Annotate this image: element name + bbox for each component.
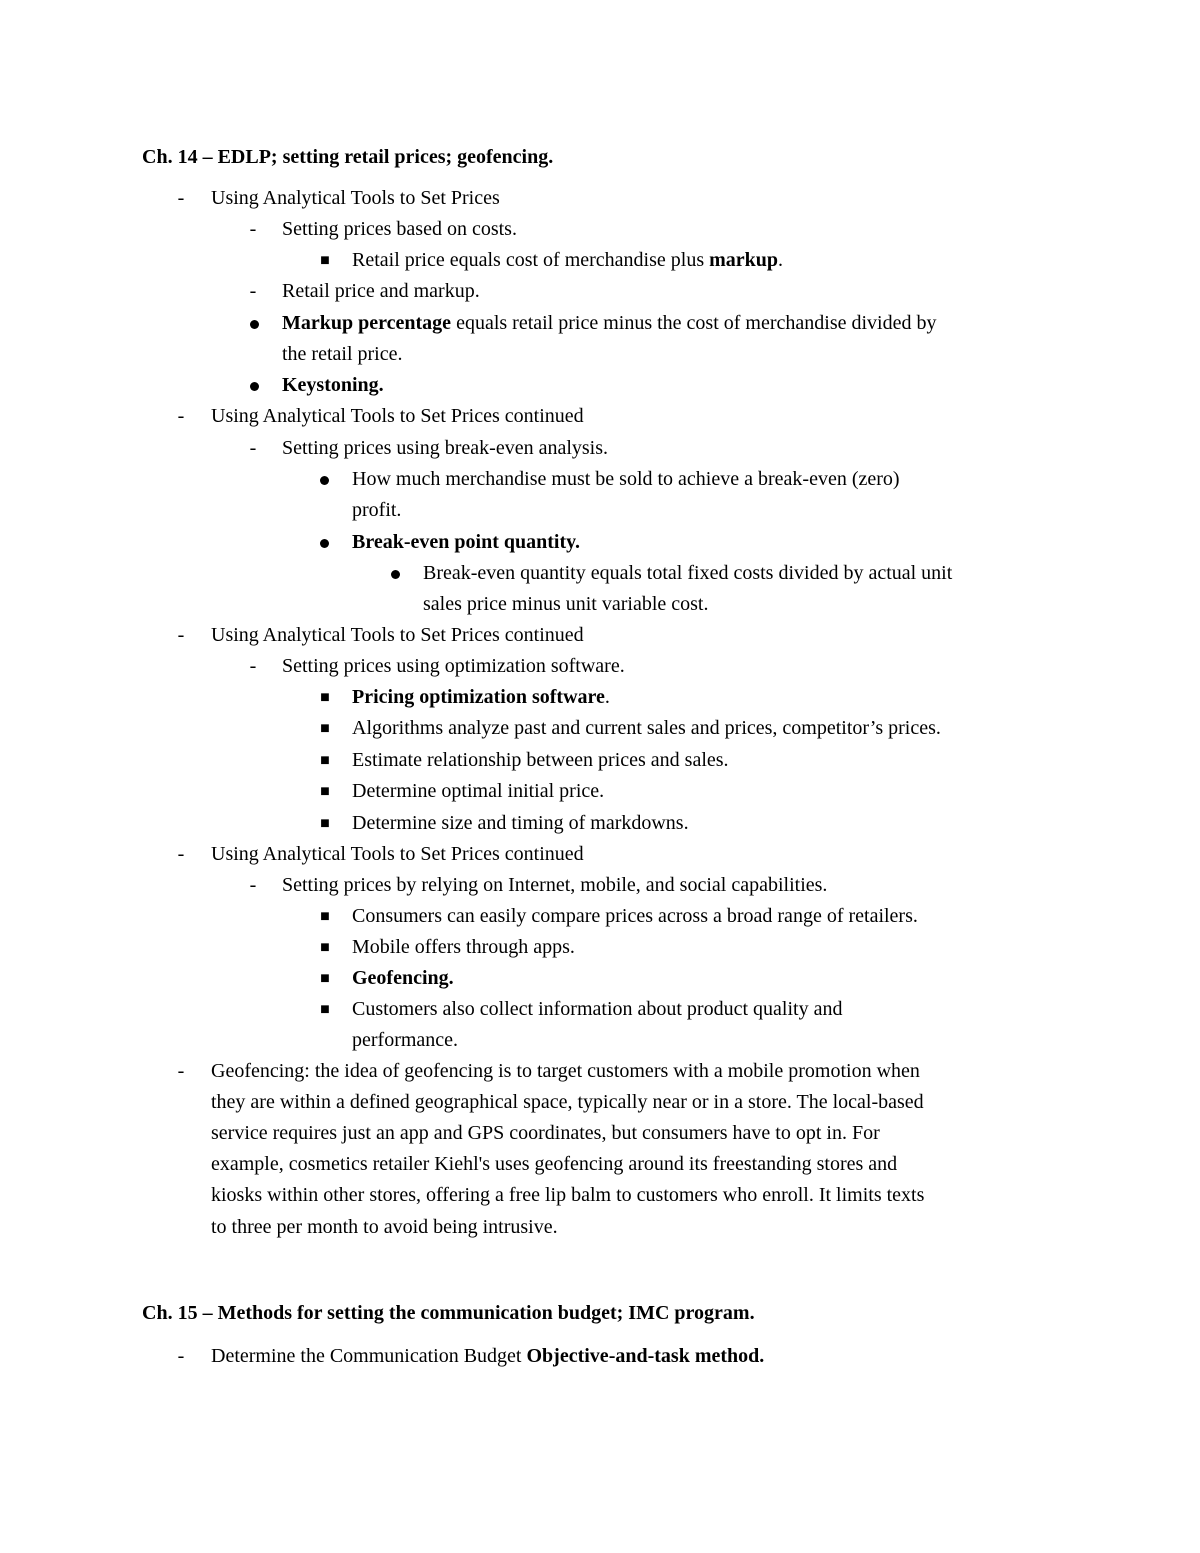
dash-marker: - [177, 187, 185, 209]
geofencing-paragraph-line: example, cosmetics retailer Kiehl's uses geofencing around its freestanding stores and [211, 1153, 898, 1175]
breakeven-point-item: Break-even point quantity. [352, 531, 580, 553]
dash-marker: - [177, 624, 185, 646]
dash-marker: - [249, 655, 257, 677]
communication-budget-item: Determine the Communication Budget Objective-and-task method. [211, 1345, 765, 1367]
compare-item: Consumers can easily compare prices across a broad range of retailers. [352, 905, 918, 927]
markup-percentage-item: Markup percentage equals retail price minus the cost of merchandise divided by [282, 312, 937, 334]
initial-price-item: Determine optimal initial price. [352, 780, 605, 802]
geofencing-paragraph-line: service requires just an app and GPS coordinates, but consumers have to opt in. For [211, 1122, 880, 1144]
round-bullet [320, 539, 329, 548]
square-bullet: ■ [320, 939, 330, 956]
geofencing-paragraph-line: to three per month to avoid being intrusive. [211, 1216, 558, 1238]
round-bullet [250, 382, 259, 391]
breakeven-quantity-item: Break-even quantity equals total fixed costs divided by actual unit [423, 562, 953, 584]
dash-marker: - [177, 1345, 185, 1367]
algorithms-item: Algorithms analyze past and current sales and prices, competitor’s prices. [352, 717, 941, 739]
internet-item: Setting prices by relying on Internet, mobile, and social capabilities. [282, 874, 828, 896]
dash-marker: - [249, 874, 257, 896]
square-bullet: ■ [320, 752, 330, 769]
breakeven-item: Setting prices using break-even analysis. [282, 437, 609, 459]
round-bullet [320, 476, 329, 485]
section-1-title: Using Analytical Tools to Set Prices [211, 187, 500, 209]
retail-markup-item: Retail price and markup. [282, 280, 480, 302]
square-bullet: ■ [320, 689, 330, 706]
dash-marker: - [177, 843, 185, 865]
square-bullet: ■ [320, 970, 330, 987]
costs-subitem: Retail price equals cost of merchandise plus markup. [352, 249, 784, 271]
quality-item-cont: performance. [352, 1029, 459, 1051]
markdowns-item: Determine size and timing of markdowns. [352, 812, 689, 834]
markup-percentage-item-cont: the retail price. [282, 343, 403, 365]
section-4-title: Using Analytical Tools to Set Prices continued [211, 843, 584, 865]
square-bullet: ■ [320, 908, 330, 925]
section-3-title: Using Analytical Tools to Set Prices continued [211, 624, 584, 646]
dash-marker: - [249, 437, 257, 459]
geofencing-paragraph-line: they are within a defined geographical space, typically near or in a store. The local-based [211, 1091, 924, 1113]
square-bullet: ■ [320, 252, 330, 269]
geofencing-paragraph-line: Geofencing: the idea of geofencing is to target customers with a mobile promotion when [211, 1060, 920, 1082]
chapter-15-heading: Ch. 15 – Methods for setting the communication budget; IMC program. [142, 1302, 755, 1324]
geofencing-item: Geofencing. [352, 967, 454, 989]
chapter-14-heading: Ch. 14 – EDLP; setting retail prices; geofencing. [142, 146, 554, 168]
section-2-title: Using Analytical Tools to Set Prices continued [211, 405, 584, 427]
square-bullet: ■ [320, 1001, 330, 1018]
mobile-offers-item: Mobile offers through apps. [352, 936, 575, 958]
keystoning-item: Keystoning. [282, 374, 384, 396]
dash-marker: - [177, 405, 185, 427]
geofencing-paragraph-line: kiosks within other stores, offering a free lip balm to customers who enroll. It limits texts [211, 1184, 925, 1206]
how-much-item: How much merchandise must be sold to achieve a break-even (zero) [352, 468, 900, 490]
dash-marker: - [177, 1060, 185, 1082]
pricing-optimization-item: Pricing optimization software. [352, 686, 610, 708]
square-bullet: ■ [320, 720, 330, 737]
optimization-item: Setting prices using optimization software. [282, 655, 625, 677]
how-much-item-cont: profit. [352, 499, 402, 521]
square-bullet: ■ [320, 783, 330, 800]
round-bullet [391, 570, 400, 579]
breakeven-quantity-item-cont: sales price minus unit variable cost. [423, 593, 709, 615]
costs-item: Setting prices based on costs. [282, 218, 517, 240]
quality-item: Customers also collect information about product quality and [352, 998, 843, 1020]
square-bullet: ■ [320, 815, 330, 832]
estimate-item: Estimate relationship between prices and sales. [352, 749, 729, 771]
dash-marker: - [249, 280, 257, 302]
round-bullet [250, 320, 259, 329]
dash-marker: - [249, 218, 257, 240]
